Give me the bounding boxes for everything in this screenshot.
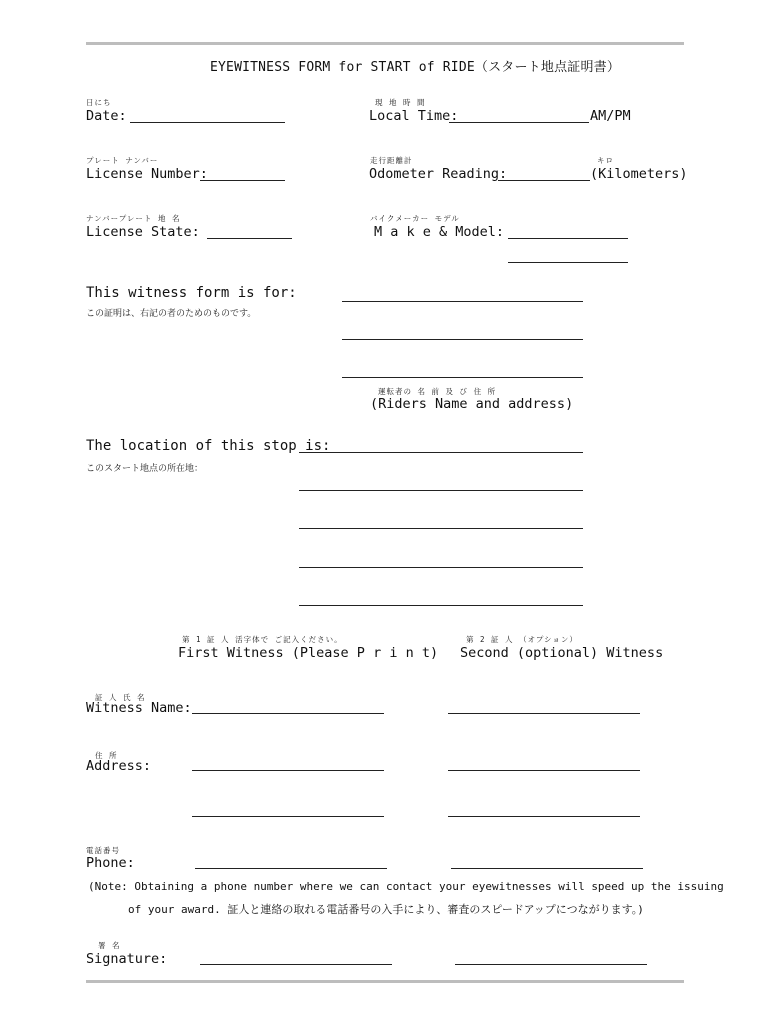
odometer-ruby: 走行距離計 [370, 156, 413, 165]
rider-caption: (Riders Name and address) [370, 396, 574, 412]
phone-ruby: 電話番号 [86, 846, 120, 855]
location-label: The location of this stop is: [86, 438, 331, 454]
second-witness-ruby: 第 2 証 人 （オプション） [466, 635, 578, 644]
make-model-ruby: バイクメーカー モデル [370, 214, 460, 223]
local-time-field[interactable] [449, 122, 589, 123]
note-line-2: of your award. 証人と連絡の取れる電話番号の入手により、審査のスピードアップにつながります。) [128, 903, 644, 916]
kilometer-ruby: キロ [597, 156, 614, 165]
first-witness-header: First Witness (Please P r i n t) [178, 645, 439, 661]
second-witness-phone-field[interactable] [451, 868, 643, 869]
form-title: EYEWITNESS FORM for START of RIDE（スタート地点証明書） [210, 60, 621, 75]
license-state-label: License State: [86, 224, 200, 240]
signature-ruby: 署 名 [98, 941, 121, 950]
license-number-ruby: プレート ナンバー [86, 156, 159, 165]
second-witness-address-2[interactable] [448, 816, 640, 817]
first-witness-address-2[interactable] [192, 816, 384, 817]
license-number-label: License Number: [86, 166, 208, 182]
rider-field-2[interactable] [342, 339, 583, 340]
address-label: Address: [86, 758, 152, 774]
location-field-1[interactable] [299, 452, 583, 453]
signature-label: Signature: [86, 951, 168, 967]
rider-field-3[interactable] [342, 377, 583, 378]
license-state-ruby: ナンバープレート 地 名 [86, 214, 181, 223]
note-line-1: (Note: Obtaining a phone number where we can contact your eyewitnesses will speed up the issuing [88, 880, 724, 893]
rider-field-1[interactable] [342, 301, 583, 302]
location-jp: このスタート地点の所在地： [86, 464, 204, 474]
first-witness-signature-field[interactable] [200, 964, 392, 965]
address-ruby: 住 所 [95, 751, 118, 760]
date-label: Date: [86, 108, 127, 124]
date-ruby: 日にち [86, 98, 112, 107]
odometer-label: Odometer Reading: [369, 166, 508, 182]
first-witness-ruby: 第 1 証 人 活字体で ご記入ください。 [182, 635, 343, 644]
first-witness-phone-field[interactable] [195, 868, 387, 869]
bottom-rule [86, 980, 684, 983]
location-field-5[interactable] [299, 605, 583, 606]
second-witness-header: Second (optional) Witness [460, 645, 664, 661]
date-field[interactable] [130, 122, 285, 123]
kilometers-suffix: (Kilometers) [590, 166, 688, 182]
license-number-field[interactable] [200, 180, 285, 181]
make-model-label: M a k e & Model: [374, 224, 505, 240]
location-field-2[interactable] [299, 490, 583, 491]
witness-for-label: This witness form is for: [86, 285, 297, 301]
second-witness-signature-field[interactable] [455, 964, 647, 965]
first-witness-name-field[interactable] [192, 713, 384, 714]
local-time-ruby: 現 地 時 間 [375, 98, 426, 107]
second-witness-address-1[interactable] [448, 770, 640, 771]
location-field-3[interactable] [299, 528, 583, 529]
first-witness-address-1[interactable] [192, 770, 384, 771]
local-time-label: Local Time: [369, 108, 459, 124]
witness-name-ruby: 証 人 氏 名 [95, 693, 146, 702]
rider-caption-ruby: 運転者の 名 前 及 び 住 所 [378, 387, 497, 396]
phone-label: Phone: [86, 855, 135, 871]
make-model-field-1[interactable] [508, 238, 628, 239]
top-rule [86, 42, 684, 45]
make-model-field-2[interactable] [508, 262, 628, 263]
odometer-field[interactable] [498, 180, 590, 181]
second-witness-name-field[interactable] [448, 713, 640, 714]
witness-name-label: Witness Name: [86, 700, 192, 716]
license-state-field[interactable] [207, 238, 292, 239]
witness-for-jp: この証明は、右記の者のためのものです。 [86, 309, 257, 319]
location-field-4[interactable] [299, 567, 583, 568]
ampm-suffix: AM/PM [590, 108, 631, 124]
